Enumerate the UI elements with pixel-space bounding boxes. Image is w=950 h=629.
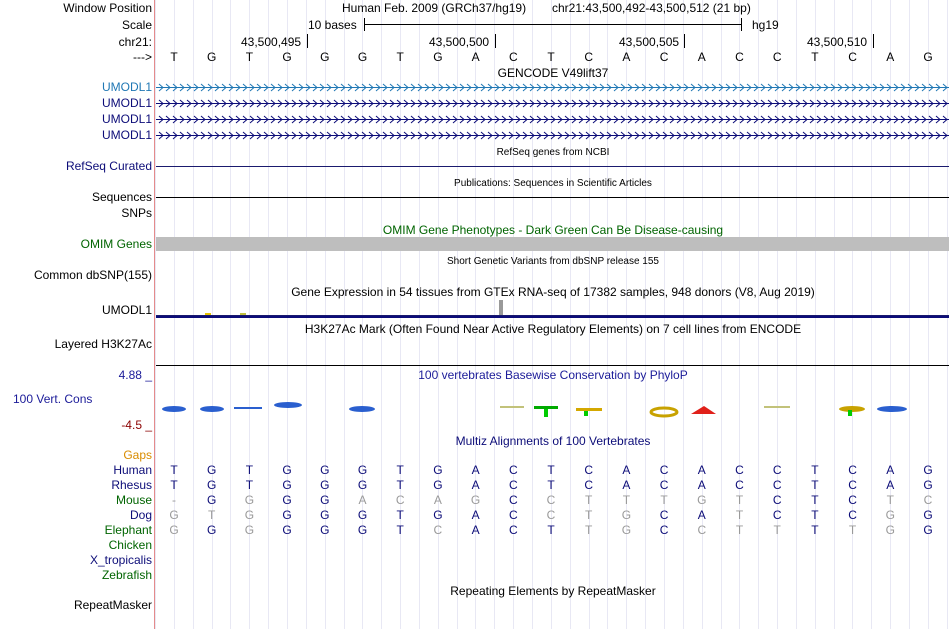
alignment-base: A [886,463,895,477]
alignment-base: G [320,493,330,507]
alignment-base: C [584,463,594,477]
alignment-base: G [923,478,933,492]
alignment-base: T [585,508,593,522]
alignment-base: T [735,523,744,537]
coordinate-tick-label: 43,500,505 [619,35,680,49]
base-letter: T [170,50,178,64]
alignment-base: A [697,508,706,522]
alignment-base: T [170,478,178,492]
base-letter: T [811,50,819,64]
scale-label: Scale [121,18,152,32]
alignment-base: T [886,493,894,507]
alignment-base: G [244,508,255,522]
snps-track-label[interactable]: SNPs [121,206,152,220]
h3k27ac-baseline [156,365,949,366]
base-letter: T [396,50,404,64]
alignment-base: G [282,508,292,522]
coordinate-tick [495,34,496,48]
alignment-base: G [621,508,632,522]
alignment-base: G [923,523,933,537]
alignment-base: C [697,523,707,537]
alignment-base: T [585,523,593,537]
coordinate-tick [684,34,685,48]
alignment-base: G [357,463,368,477]
h3k27ac-track-label[interactable]: Layered H3K27Ac [54,337,152,351]
alignment-base: T [547,523,555,537]
alignment-base: A [433,493,442,507]
alignment-base: T [773,523,781,537]
alignment-base: G [282,463,292,477]
base-letter: G [433,50,443,64]
alignment-base: C [508,508,518,522]
alignment-base: A [697,478,706,492]
alignment-base: G [207,493,217,507]
conservation-track-title[interactable]: 100 vertebrates Basewise Conservation by PhyloP [418,368,688,382]
base-letter: A [697,50,706,64]
scale-bar [365,24,741,25]
alignment-base: T [547,478,555,492]
alignment-base: G [357,508,368,522]
dbsnp-track-title[interactable]: Short Genetic Variants from dbSNP release 155 [447,256,659,267]
gencode-gene-label[interactable]: UMODL1 [101,96,152,110]
publications-sequence-line[interactable] [156,197,949,198]
alignment-base: C [735,463,744,477]
species-label-x_tropicalis[interactable]: X_tropicalis [89,553,152,567]
alignment-base: T [811,508,819,522]
alignment-base: T [811,493,819,507]
gtex-expression-bar[interactable] [205,313,211,315]
base-letter: G [282,50,292,64]
base-letter: A [471,50,480,64]
alignment-base: A [622,478,631,492]
coordinate-tick [307,34,308,48]
base-letter: C [772,50,782,64]
species-label-zebrafish[interactable]: Zebrafish [101,568,152,582]
alignment-base: A [622,463,631,477]
alignment-base: C [395,493,405,507]
gencode-transcript[interactable] [156,115,949,124]
gencode-track-title[interactable]: GENCODE V49lift37 [497,66,609,80]
gaps-label: Gaps [123,448,152,462]
species-label-elephant[interactable]: Elephant [104,523,152,537]
sequences-track-label[interactable]: Sequences [91,190,152,204]
alignment-base: C [546,508,556,522]
multiz-track-title[interactable]: Multiz Alignments of 100 Vertebrates [455,434,651,448]
alignment-base: C [584,478,594,492]
alignment-base: T [396,478,404,492]
base-letter: A [622,50,631,64]
gencode-transcript[interactable] [156,83,949,92]
conservation-min-value: -4.5 _ [121,418,152,432]
species-label-dog[interactable]: Dog [129,508,152,522]
scale-bar-start [364,18,365,31]
alignment-base: T [735,493,744,507]
conservation-track-label[interactable]: 100 Vert. Cons [13,392,93,406]
gtex-expression-bar[interactable] [499,300,503,315]
gtex-expression-bar[interactable] [240,313,246,315]
coordinate-tick-label: 43,500,500 [429,35,490,49]
alignment-base: G [697,493,707,507]
alignment-base: G [207,463,217,477]
alignment-base: G [244,523,255,537]
gtex-track-title[interactable]: Gene Expression in 54 tissues from GTEx RNA-seq of 17382 samples, 948 donors (V8, Aug 2019) [291,285,815,299]
window-position-label: Window Position [63,1,152,15]
coordinate-tick-label: 43,500,495 [241,35,302,49]
gencode-gene-label[interactable]: UMODL1 [101,80,152,94]
gencode-gene-label[interactable]: UMODL1 [101,128,152,142]
alignment-base: C [433,523,443,537]
base-letter: T [245,50,254,64]
conservation-logo[interactable] [156,398,949,420]
alignment-base: G [357,523,368,537]
species-label-rhesus[interactable]: Rhesus [111,478,152,492]
alignment-base: C [508,463,518,477]
species-label-mouse[interactable]: Mouse [115,493,152,507]
alignment-base: A [471,523,480,537]
refseq-track-title[interactable]: RefSeq genes from NCBI [496,147,610,158]
alignment-base: T [848,523,857,537]
alignment-base: C [772,508,782,522]
alignment-base: A [697,463,706,477]
gencode-gene-label[interactable]: UMODL1 [101,112,152,126]
alignment-base: T [547,463,555,477]
alignment-base: T [245,478,254,492]
alignment-base: T [245,463,254,477]
species-label-chicken[interactable]: Chicken [108,538,152,552]
chrom-label: chr21: [118,35,152,49]
alignment-base: G [885,523,895,537]
alignment-base: G [282,478,292,492]
alignment-base: T [622,493,631,507]
alignment-base: G [207,478,217,492]
alignment-base: T [396,463,404,477]
alignment-base: G [470,493,481,507]
gtex-gene-label[interactable]: UMODL1 [101,303,152,317]
alignment-base: G [885,508,895,522]
alignment-base: T [396,508,404,522]
alignment-base: C [848,493,857,507]
scale-bar-end [741,18,742,31]
alignment-base: G [923,463,933,477]
base-letter: A [886,50,895,64]
scale-text: 10 bases [308,18,357,32]
publications-track-title[interactable]: Publications: Sequences in Scientific Articles [454,178,652,189]
refseq-transcript[interactable] [156,166,949,167]
base-letter: G [320,50,330,64]
alignment-base: - [172,493,176,507]
coordinate-tick-label: 43,500,510 [807,35,868,49]
refseq-track-label[interactable]: RefSeq Curated [65,159,152,173]
alignment-base: A [471,463,480,477]
alignment-base: A [358,493,367,507]
repeatmasker-track-label[interactable]: RepeatMasker [73,598,152,612]
alignment-base: G [433,478,443,492]
alignment-base: G [923,508,933,522]
alignment-base: A [471,508,480,522]
base-letter: G [923,50,933,64]
omim-phenotype-bar[interactable] [156,237,949,251]
alignment-base: C [772,493,782,507]
assembly-name[interactable]: Human Feb. 2009 (GRCh37/hg19) [342,1,527,15]
alignment-base: C [735,478,744,492]
base-letter: C [584,50,594,64]
alignment-base: T [811,523,819,537]
alignment-base: G [282,493,292,507]
alignment-base: T [208,508,216,522]
alignment-base: C [508,523,518,537]
alignment-base: T [585,493,593,507]
repeatmasker-track-title[interactable]: Repeating Elements by RepeatMasker [450,584,656,598]
gtex-gene-bar[interactable] [156,316,949,318]
base-letter: C [659,50,669,64]
omim-track-label[interactable]: OMIM Genes [80,237,152,251]
alignment-base: C [659,523,669,537]
alignment-base: T [735,508,744,522]
alignment-base: C [848,463,857,477]
alignment-base: T [396,523,404,537]
gencode-transcript[interactable] [156,99,949,108]
gencode-transcript[interactable] [156,131,949,140]
alignment-base: C [508,478,518,492]
alignment-base: T [170,463,178,477]
alignment-base: G [357,478,368,492]
alignment-base: G [207,523,217,537]
alignment-base: C [659,463,669,477]
alignment-base: G [169,508,179,522]
alignment-base: G [621,523,632,537]
alignment-base: G [320,478,330,492]
alignment-base: G [169,523,179,537]
base-letter: C [735,50,744,64]
base-letter: C [848,50,857,64]
strand-label: ---> [133,50,152,64]
conservation-max-value: 4.88 _ [118,368,152,382]
alignment-base: C [848,478,857,492]
alignment-base: G [320,508,330,522]
alignment-base: C [659,478,669,492]
db-name: hg19 [752,18,779,32]
position-text[interactable]: chr21:43,500,492-43,500,512 (21 bp) [552,1,751,15]
alignment-base: C [772,463,782,477]
base-letter: G [357,50,368,64]
alignment-base: G [244,493,255,507]
alignment-base: T [811,463,819,477]
dbsnp-track-label[interactable]: Common dbSNP(155) [33,268,152,282]
omim-track-title[interactable]: OMIM Gene Phenotypes - Dark Green Can Be Disease-causing [382,223,724,237]
alignment-base: C [848,508,857,522]
alignment-base: C [508,493,518,507]
alignment-base: G [320,463,330,477]
alignment-base: T [660,493,668,507]
alignment-base: G [282,523,292,537]
alignment-base: C [772,478,782,492]
alignment-base: T [811,478,819,492]
alignment-base: C [923,493,933,507]
alignment-base: G [433,508,443,522]
coordinate-tick [873,34,874,48]
alignment-base: C [546,493,556,507]
h3k27ac-track-title[interactable]: H3K27Ac Mark (Often Found Near Active Regulatory Elements) on 7 cell lines from ENCODE [304,322,802,336]
alignment-base: G [433,463,443,477]
base-letter: G [207,50,217,64]
alignment-base: A [471,478,480,492]
alignment-base: A [886,478,895,492]
base-letter: T [547,50,555,64]
base-letter: C [508,50,518,64]
alignment-base: C [659,508,669,522]
species-label-human[interactable]: Human [113,463,152,477]
alignment-base: G [320,523,330,537]
